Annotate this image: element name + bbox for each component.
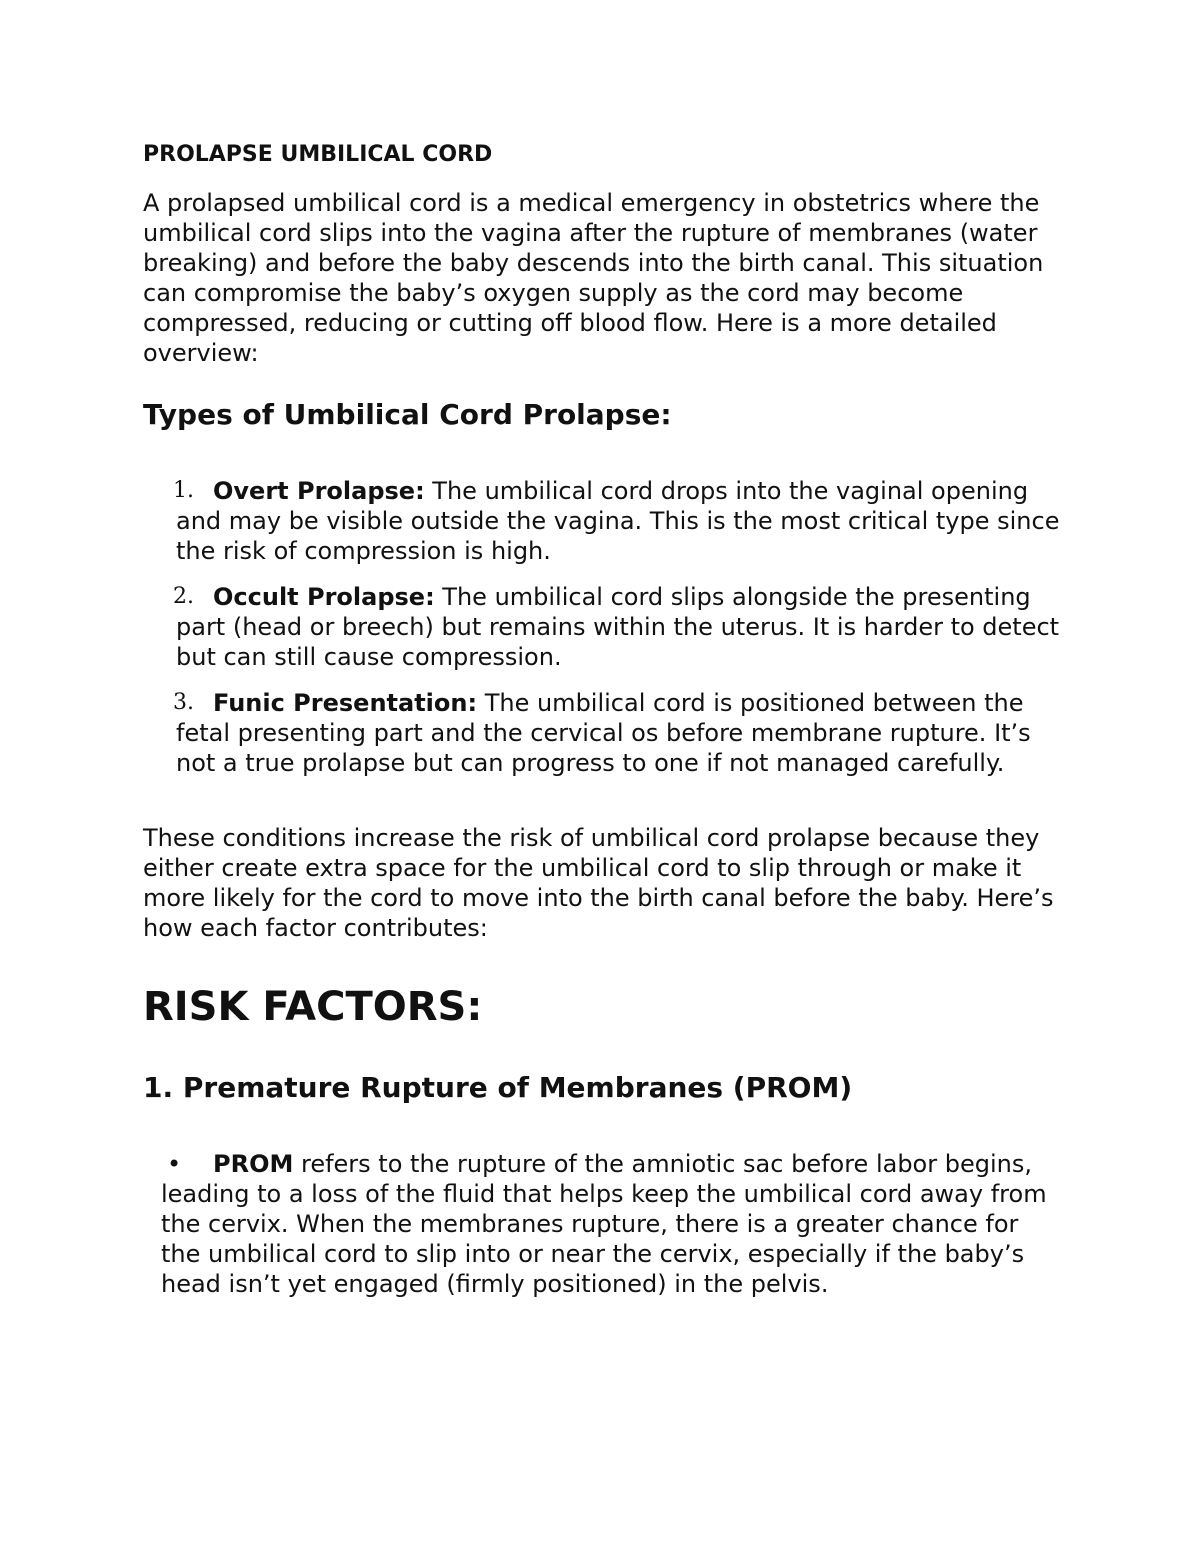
factor-heading-prom: 1. Premature Rupture of Membranes (PROM) bbox=[143, 1071, 853, 1104]
intro-paragraph: A prolapsed umbilical cord is a medical emergency in obstetrics where the umbilical cord slips into the vagina after the rupture of membranes (water breaking) and before the baby descends into the birth canal. This situation can compromise the baby’s oxygen supply as the cord may become compressed, reducing or cutting off blood flow. Here is a more detailed overview: bbox=[143, 189, 1044, 367]
document-page bbox=[143, 140, 1063, 1299]
types-list bbox=[143, 476, 1063, 778]
bullet-item-prom bbox=[143, 1149, 1063, 1299]
list-item-term: Funic Presentation: bbox=[213, 689, 478, 717]
bullet-icon: • bbox=[167, 1150, 182, 1178]
list-item-overt-prolapse bbox=[143, 476, 1063, 566]
list-item-body bbox=[176, 476, 1063, 566]
list-number: 2. bbox=[173, 584, 194, 609]
list-number: 1. bbox=[173, 478, 194, 503]
list-item-text: The umbilical cord drops into the vaginal opening and may be visible outside the vagina. This is the most critical type since the risk of compression is high. bbox=[176, 477, 1060, 565]
list-number: 3. bbox=[173, 690, 194, 715]
list-item-text: The umbilical cord is positioned between the fetal presenting part and the cervical os before membrane rupture. It’s not a true prolapse but can progress to one if not managed carefully. bbox=[176, 689, 1031, 777]
types-heading: Types of Umbilical Cord Prolapse: bbox=[143, 398, 672, 431]
document-title: PROLAPSE UMBILICAL CORD bbox=[143, 142, 493, 167]
list-item-funic-presentation bbox=[143, 688, 1063, 778]
bullet-text: refers to the rupture of the amniotic sac before labor begins, leading to a loss of the fluid that helps keep the umbilical cord away from the cervix. When the membranes rupture, there is a greater chance for the umbilical cord to slip into or near the cervix, especially if the baby’s head isn’t yet engaged (firmly positioned) in the pelvis. bbox=[161, 1150, 1047, 1298]
conditions-paragraph: These conditions increase the risk of umbilical cord prolapse because they either create extra space for the umbilical cord to slip through or make it more likely for the cord to move into the birth canal before the baby. Here’s how each factor contributes: bbox=[143, 824, 1054, 942]
list-item-body bbox=[176, 582, 1063, 672]
bullet-body bbox=[161, 1149, 1063, 1299]
risk-factors-heading: RISK FACTORS: bbox=[143, 984, 483, 1030]
list-item-term: Occult Prolapse: bbox=[213, 583, 435, 611]
list-item-text: The umbilical cord slips alongside the presenting part (head or breech) but remains within the uterus. It is harder to detect but can still cause compression. bbox=[176, 583, 1060, 671]
list-item-term: Overt Prolapse: bbox=[213, 477, 425, 505]
list-item-occult-prolapse bbox=[143, 582, 1063, 672]
list-item-body bbox=[176, 688, 1063, 778]
bullet-term: PROM bbox=[213, 1150, 294, 1178]
